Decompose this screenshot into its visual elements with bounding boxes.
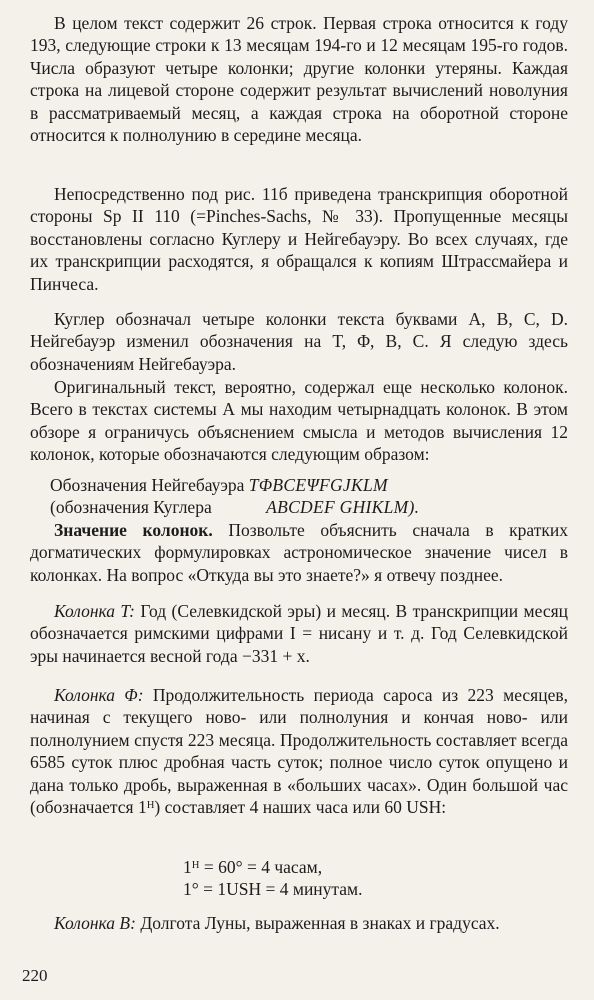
section-heading: Значение колонок. — [54, 520, 213, 540]
paragraph-body: Позвольте объяснить сначала в кратких догматических формулировках астрономическое значение чисел в колонках. На вопрос «Откуда вы это знаете?» я отвечу позднее. — [30, 520, 568, 585]
paragraph-transcription: Непосредственно под рис. 11б приведена транскрипция оборотной стороны Sp II 110 (=Pinches-Sachs, № 33). Пропущенные месяцы восстановлены согласно Куглеру и Нейгебауэру. Во всех случаях, где их транскрипции расходятся, я обращался к копиям Штрассмайера и Пинчеса. — [30, 184, 568, 294]
paragraph-column-letters: Куглер обозначал четыре колонки текста буквами A, B, C, D. Нейгебауэр изменил обозначения на T, Φ, B, C. Я следую здесь обозначениям Нейгебауэра. — [30, 309, 568, 374]
kugler-letters: ABCDEF GHIKLM). — [266, 497, 420, 518]
paragraph-body: Долгота Луны, выраженная в знаках и градусах. — [135, 913, 500, 933]
kugler-label: (обозначения Куглера — [50, 497, 212, 518]
paragraph-body: Продолжительность периода сароса из 223 месяцев, начиная с текущего ново- или полнолуния и кончая ново- или полнолунием спустя 223 месяца. Продолжительность составляет всегда 6585 суток плюс дробная часть суток; полное число суток опущено и дана только дробь, выраженная в «больших часах». Один большой час (обозначается 1ᴴ) составляет 4 наших часа или 60 USH: — [30, 685, 569, 818]
paragraph-body: Год (Селевкидской эры) и месяц. В транскрипции месяц обозначается римскими цифрами I = нисану и т. д. Год Селевкидской эры начинается весной года −331 + x. — [30, 601, 568, 666]
column-t-heading: Колонка T: — [54, 601, 136, 621]
paragraph-column-phi — [30, 684, 568, 818]
kugler-designation — [50, 496, 570, 518]
unit-formulas — [183, 856, 503, 901]
column-phi-heading: Колонка Φ: — [54, 685, 144, 705]
paragraph-column-b — [30, 912, 568, 934]
paragraph-column-t — [30, 600, 568, 667]
page-number: 220 — [22, 966, 48, 985]
formula-degree: 1° = 1USH = 4 минутам. — [183, 879, 363, 900]
column-b-heading: Колонка B: — [54, 913, 136, 933]
neugebauer-designation — [50, 474, 570, 496]
neugebauer-letters: TΦBCEΨFGJKLM — [248, 475, 388, 495]
paragraph-column-meaning — [30, 519, 568, 586]
paragraph-twelve-columns: Оригинальный текст, вероятно, содержал еще несколько колонок. Всего в текстах системы А мы находим четырнадцать колонок. В этом обзоре я ограничусь объяснением смысла и методов вычисления 12 колонок, которые обозначаются следующим образом: — [30, 377, 568, 465]
formula-hour: 1ᴴ = 60° = 4 часам, — [183, 857, 323, 877]
column-designations — [50, 474, 570, 519]
paragraph-text-overview: В целом текст содержит 26 строк. Первая строка относится к году 193, следующие строки к 13 месяцам 194-го и 12 месяцам 195-го годов. Числа образуют четыре колонки; другие колонки утеряны. Каждая строка на лицевой стороне содержит результат вычислений новолуния в рассматриваемый месяц, а каждая строка на оборотной стороне относится к полнолунию в середине месяца. — [30, 13, 568, 146]
neugebauer-label: Обозначения Нейгебауэра — [50, 475, 245, 495]
